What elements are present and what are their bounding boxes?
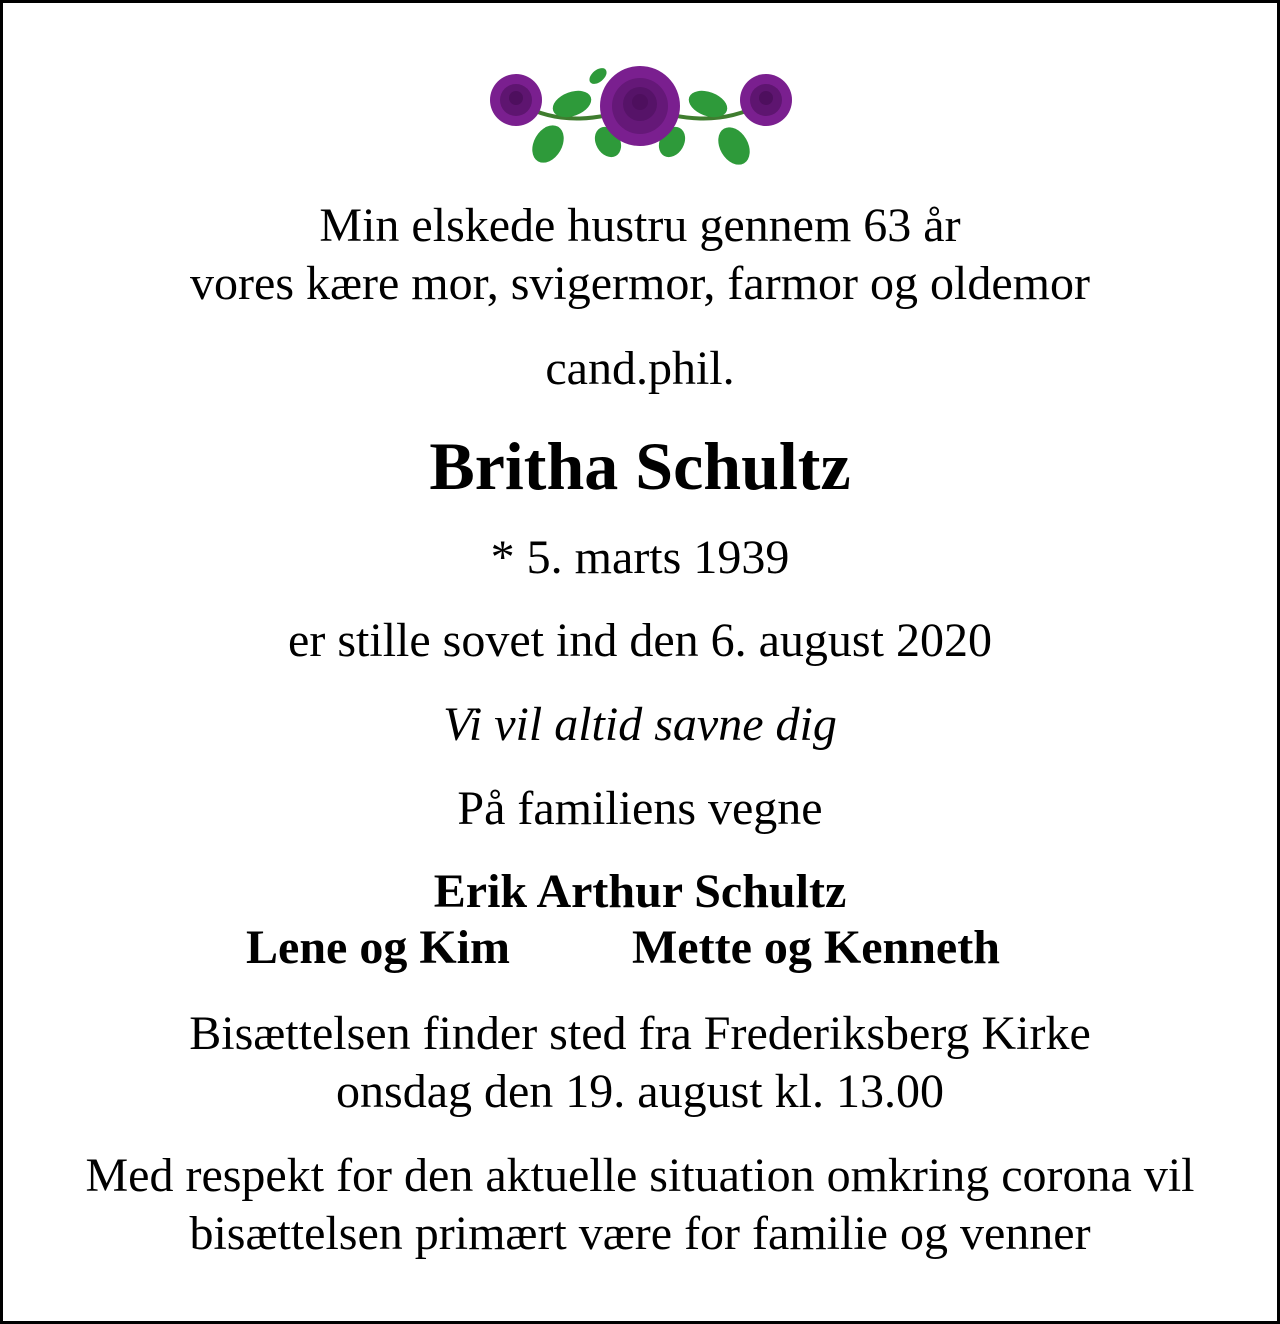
corona-notice-line-2: bisættelsen primært være for familie og venner — [189, 1207, 1091, 1260]
birth-date: * 5. marts 1939 — [490, 531, 790, 584]
signatory-main: Erik Arthur Schultz — [433, 865, 847, 918]
on-behalf-line: På familiens vegne — [457, 782, 823, 835]
service-line-1: Bisættelsen finder sted fra Frederiksberg Kirke — [189, 1007, 1091, 1060]
epitaph: Vi vil altid savne dig — [443, 698, 837, 751]
signatory-pair-1: Lene og Kim — [246, 921, 510, 974]
deceased-name: Britha Schultz — [429, 428, 851, 504]
signatory-pair-2: Mette og Kenneth — [632, 921, 1000, 974]
academic-title: cand.phil. — [545, 342, 735, 395]
death-date: er stille sovet ind den 6. august 2020 — [288, 614, 992, 667]
roses-icon — [480, 56, 800, 172]
intro-line-1: Min elskede hustru gennem 63 år — [319, 199, 961, 252]
service-line-2: onsdag den 19. august kl. 13.00 — [336, 1065, 944, 1118]
intro-line-2: vores kære mor, svigermor, farmor og oldemor — [190, 257, 1090, 310]
corona-notice-line-1: Med respekt for den aktuelle situation omkring corona vil — [85, 1149, 1195, 1202]
